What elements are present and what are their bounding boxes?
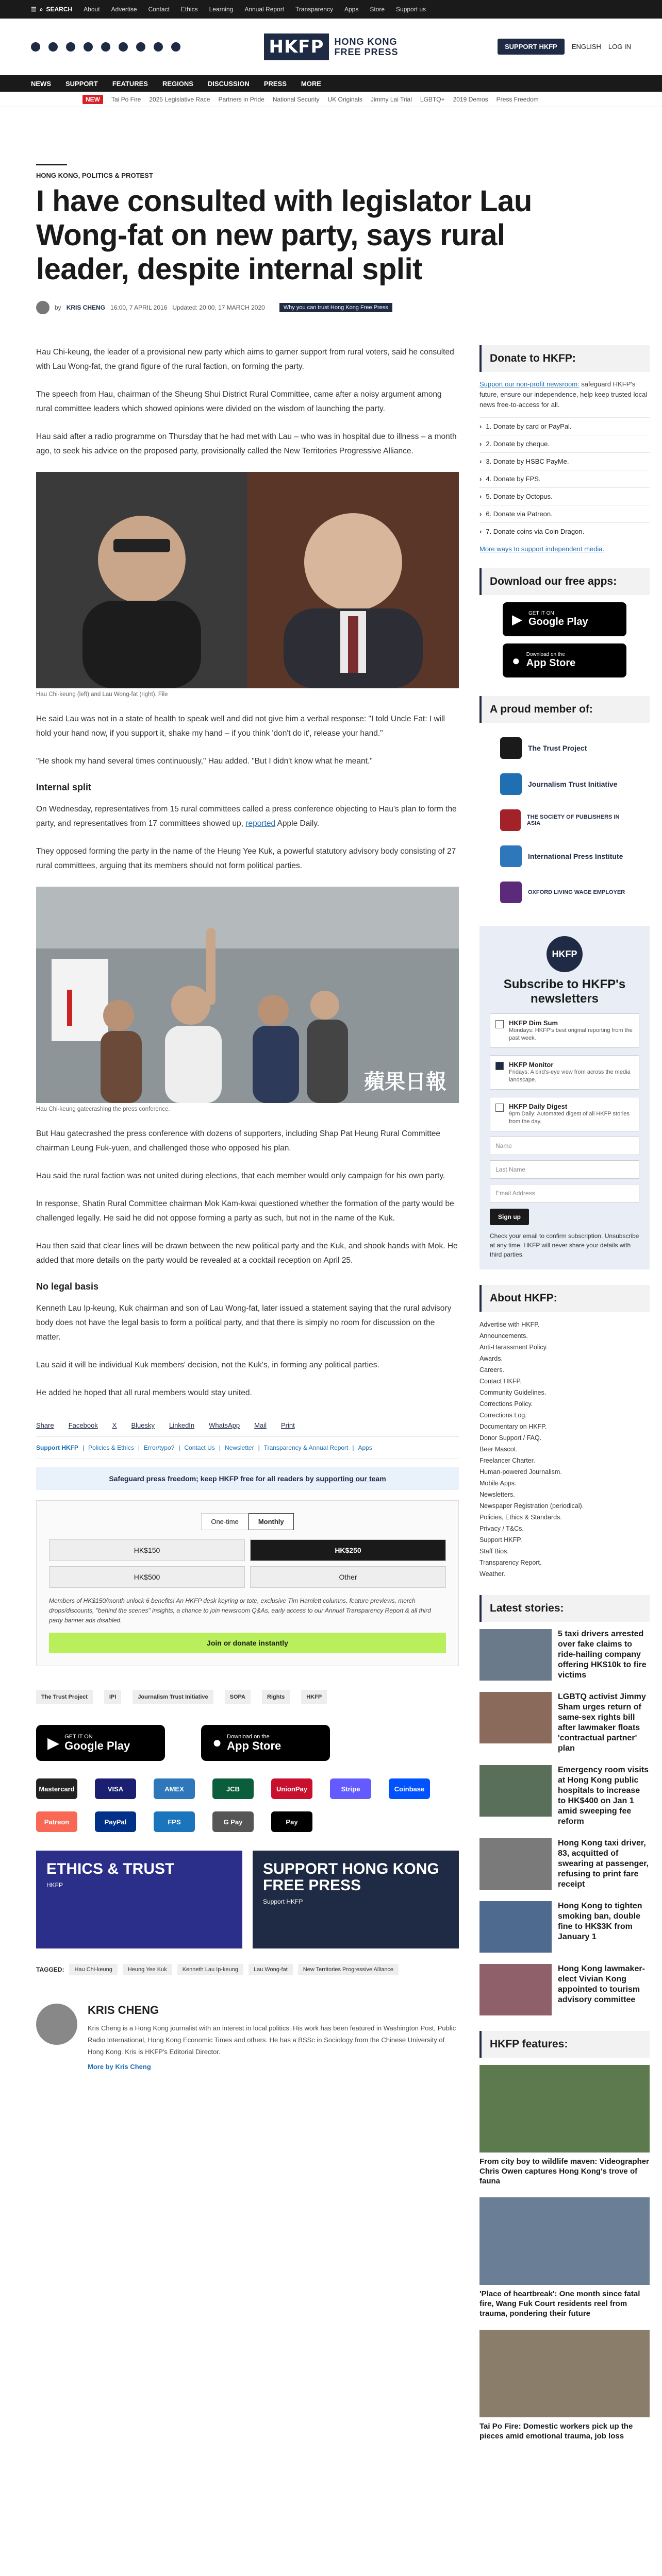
topbar-apps[interactable]: Apps	[344, 6, 359, 13]
google-play-icon: ▶	[47, 1734, 60, 1752]
rss-icon[interactable]	[171, 42, 180, 52]
tag[interactable]: New Territories Progressive Alliance	[298, 1964, 399, 1975]
share-x[interactable]: X	[112, 1421, 117, 1429]
about-link[interactable]: Human-powered Journalism.	[479, 1468, 562, 1476]
trending-link[interactable]: Tai Po Fire	[111, 95, 141, 103]
chevron-right-icon: ›	[479, 510, 482, 518]
chevron-right-icon: ›	[479, 493, 482, 500]
about-link[interactable]: Support HKFP.	[479, 1536, 522, 1544]
jti-logo[interactable]: Journalism Trust Initiative	[133, 1690, 213, 1704]
story-thumbnail	[479, 1629, 552, 1681]
about-link[interactable]: Anti-Harassment Policy.	[479, 1344, 548, 1351]
paragraph: Hau then said that clear lines will be drawn between the new political party and the Kuk, and shook hands with Mok. He added that more details on the party would be revealed at a cocktail reception on April 25.	[36, 1242, 458, 1265]
article-header	[0, 107, 662, 314]
support-promo[interactable]: SUPPORT HONG KONG FREE PRESS Support HKFP	[253, 1851, 459, 1948]
support-hkfp-button[interactable]: SUPPORT HKFP	[498, 39, 565, 55]
coinbase-icon: Coinbase	[389, 1778, 430, 1799]
menu-icon: ☰	[31, 6, 37, 13]
site-header	[0, 19, 662, 75]
youtube-icon[interactable]	[84, 42, 93, 52]
paragraph: Hau said the rural faction was not united during elections, that each member would only campaign for his own party.	[36, 1172, 445, 1180]
donate-option[interactable]: › 1. Donate by card or PayPal.	[479, 417, 650, 435]
trust-button[interactable]: Why you can trust Hong Kong Free Press	[279, 303, 392, 312]
unionpay-icon: UnionPay	[271, 1778, 312, 1799]
author-avatar	[36, 301, 49, 314]
nav-more[interactable]: MORE	[301, 79, 321, 88]
watermark-logo: 蘋果日報	[364, 1070, 446, 1094]
chevron-right-icon: ›	[479, 528, 482, 535]
login-link[interactable]: LOG IN	[608, 43, 631, 50]
chevron-right-icon: ›	[479, 475, 482, 483]
author-name[interactable]: KRIS CHENG	[88, 2004, 159, 2016]
donate-option[interactable]: › 2. Donate by cheque.	[479, 435, 650, 452]
donate-banner: Safeguard press freedom; keep HKFP free for all readers by supporting our team	[36, 1467, 459, 1490]
amount-500[interactable]: HK$500	[49, 1566, 245, 1588]
nav-regions[interactable]: REGIONS	[162, 79, 193, 88]
topbar-ethics[interactable]: Ethics	[180, 6, 198, 13]
paragraph: They opposed forming the party in the name of the Heung Yee Kuk, a powerful statutory advisory body consisting of 27 rural committees, arguing that its members should not form political parties.	[36, 847, 456, 870]
about-link[interactable]: Documentary on HKFP.	[479, 1423, 547, 1430]
paragraph: Hau said after a radio programme on Thursday that he had met with Lau – who was in hospital due to illness – a month ago, to seek his advice on the proposed party, provisionally called the New Territories Progressive Alliance.	[36, 432, 457, 455]
reported-link[interactable]: reported	[245, 819, 276, 828]
byline: by KRIS CHENG 16:00, 7 APRIL 2016 Updated: 20:00, 17 MARCH 2020 Why you can trust Hong Kong Free Press	[36, 301, 626, 314]
latest-stories	[479, 1629, 650, 2015]
sidebar-app-store-button[interactable]: ● Download on the App Store	[503, 643, 626, 677]
donate-option[interactable]: › 5. Donate by Octopus.	[479, 487, 650, 505]
share-bar	[36, 1414, 459, 1436]
photo-press-conference[interactable]	[36, 887, 459, 1103]
trending-link[interactable]: Partners in Pride	[218, 95, 264, 103]
trending-link[interactable]: UK Originals	[327, 95, 362, 103]
apple-pay-icon: Pay	[271, 1811, 312, 1832]
about-link[interactable]: Community Guidelines.	[479, 1389, 547, 1396]
checkbox[interactable]	[495, 1020, 504, 1028]
stripe-icon: Stripe	[330, 1778, 371, 1799]
newsletter-option-daily-digest[interactable]: HKFP Daily Digest 9pm Daily: Automated digest of all HKFP stories from the day.	[490, 1097, 639, 1131]
about-link[interactable]: Advertise with HKFP.	[479, 1321, 540, 1328]
share-linkedin[interactable]: LinkedIn	[169, 1421, 195, 1429]
logo-text: HONG KONG FREE PRESS	[334, 36, 399, 57]
policy-links: Support HKFP | Policies & Ethics | Error/typo? | Contact Us | Newsletter | Transparency & Annual Report | Apps	[36, 1436, 459, 1459]
trending-link[interactable]: Jimmy Lai Trial	[370, 95, 412, 103]
about-link[interactable]: Beer Mascot.	[479, 1446, 518, 1453]
kicker-divider	[36, 164, 67, 165]
tag[interactable]: Hau Chi-keung	[69, 1964, 117, 1975]
figure-press-conference	[36, 887, 459, 1112]
trending-link[interactable]: Press Freedom	[496, 95, 539, 103]
story-thumbnail	[479, 1838, 552, 1890]
amount-options	[49, 1539, 446, 1588]
ipi-icon	[500, 845, 522, 867]
about-link[interactable]: Contact HKFP.	[479, 1378, 522, 1385]
header-actions	[431, 39, 631, 55]
nav-discussion[interactable]: DISCUSSION	[207, 79, 250, 88]
story-item[interactable]: LGBTQ activist Jimmy Sham urges return of same-sex rights bill after lawmaker floats 'contractual partner' plan	[479, 1692, 650, 1754]
checkbox[interactable]	[495, 1104, 504, 1112]
figure-hau-lau	[36, 472, 459, 698]
story-item[interactable]: Emergency room visits at Hong Kong public hospitals to increase to HK$400 on Jan 1 amid sweeping fee reform	[479, 1765, 650, 1827]
about-link[interactable]: Mobile Apps.	[479, 1480, 517, 1487]
nav-press[interactable]: PRESS	[263, 79, 287, 88]
topbar-learning[interactable]: Learning	[209, 6, 234, 13]
topbar-about[interactable]: About	[84, 6, 100, 13]
topbar-store[interactable]: Store	[370, 6, 385, 13]
member-jti[interactable]: Journalism Trust Initiative	[479, 766, 650, 802]
about-heading: About HKFP:	[479, 1285, 650, 1312]
monthly-option[interactable]: Monthly	[249, 1513, 294, 1530]
facebook-icon[interactable]	[31, 42, 40, 52]
hkfp-badge-icon: HKFP	[547, 936, 583, 972]
about-link[interactable]: Donor Support / FAQ.	[479, 1434, 542, 1442]
ipi-logo[interactable]: IPI	[104, 1690, 121, 1704]
app-download-row	[36, 1725, 459, 1761]
newsletter-option-monitor[interactable]: HKFP Monitor Fridays: A bird's-eye view from across the media landscape.	[490, 1055, 639, 1090]
first-name-input[interactable]: Name	[490, 1137, 639, 1155]
site-logo[interactable]	[231, 33, 431, 60]
newsletter-title: Subscribe to HKFP's newsletters	[503, 977, 626, 1006]
living-wage-icon	[500, 882, 522, 903]
patreon-icon: Patreon	[36, 1811, 77, 1832]
author-box	[36, 1991, 459, 2071]
about-link[interactable]: Transparency Report.	[479, 1559, 542, 1566]
donate-option[interactable]: › 4. Donate by FPS.	[479, 470, 650, 487]
story-thumbnail	[479, 1692, 552, 1743]
transparency-link[interactable]: Transparency & Annual Report	[263, 1444, 349, 1451]
about-link[interactable]: Corrections Policy.	[479, 1400, 533, 1408]
amount-150[interactable]: HK$150	[49, 1539, 245, 1561]
about-link[interactable]: Newspaper Registration (periodical).	[479, 1502, 584, 1510]
member-living-wage[interactable]: OXFORD LIVING WAGE EMPLOYER	[479, 874, 650, 910]
about-link[interactable]: Staff Bios.	[479, 1548, 509, 1555]
story-item[interactable]: 5 taxi drivers arrested over fake claims to ride-hailing company offering HK$10k to fire victims	[479, 1629, 650, 1681]
feature-stories	[479, 2065, 650, 2441]
more-ways-link[interactable]: More ways to support independent media.	[479, 545, 605, 553]
about-link[interactable]: Freelancer Charter.	[479, 1457, 535, 1464]
donate-heading: Donate to HKFP:	[479, 345, 650, 372]
main-nav	[0, 75, 662, 92]
newsletter-link[interactable]: Newsletter	[224, 1444, 254, 1451]
paragraph: He added he hoped that all rural members would stay united.	[36, 1388, 252, 1397]
app-store-button[interactable]: ● Download on the App Store	[201, 1725, 330, 1761]
policies-link[interactable]: Policies & Ethics	[88, 1444, 134, 1451]
member-ipi[interactable]: International Press Institute	[479, 838, 650, 874]
paragraph: He said Lau was not in a state of health to speak well and did not give him a verbal response: "I told Uncle Fat: I will hold your hand now, if you support it, shake my hand – if you think 'don't do it', release your hand."	[36, 715, 445, 738]
content-area	[0, 345, 662, 2452]
chevron-right-icon: ›	[479, 440, 482, 448]
about-link[interactable]: Weather.	[479, 1570, 505, 1578]
feature-image	[479, 2330, 650, 2417]
topbar-transparency[interactable]: Transparency	[295, 6, 333, 13]
feature-item[interactable]: 'Place of heartbreak': One month since fatal fire, Wang Fuk Court residents reel from trauma, pondering their future	[479, 2197, 650, 2318]
features-heading: HKFP features:	[479, 2031, 650, 2058]
paragraph: Hau Chi-keung, the leader of a provisional new party which aims to garner support from rural voters, said he consulted with Lau Wong-fat, the grand figure of the rural faction, on forming the party.	[36, 348, 454, 371]
story-item[interactable]: Hong Kong taxi driver, 83, acquitted of swearing at passenger, refusing to print fare receipt	[479, 1838, 650, 1890]
newsletter-note: Check your email to confirm subscription. Unsubscribe at any time. HKFP will never share your details with third parties.	[490, 1232, 639, 1258]
chevron-right-icon: ›	[479, 422, 482, 430]
paragraph: Lau said it will be individual Kuk members' decision, not the Kuk's, in forming any political parties.	[36, 1361, 379, 1369]
tag[interactable]: Heung Yee Kuk	[123, 1964, 172, 1975]
telegram-icon[interactable]	[101, 42, 110, 52]
trending-bar	[0, 92, 662, 107]
donate-options	[479, 417, 650, 540]
social-links	[31, 42, 231, 52]
trust-project-icon	[500, 737, 522, 759]
trending-link[interactable]: National Security	[272, 95, 320, 103]
tag[interactable]: Kenneth Lau Ip-keung	[177, 1964, 243, 1975]
search-menu[interactable]: ☰ ⌕ SEARCH	[31, 5, 73, 13]
member-heading: A proud member of:	[479, 696, 650, 723]
photo-hau-and-lau[interactable]	[36, 472, 459, 688]
about-link[interactable]: Announcements.	[479, 1332, 528, 1340]
sidebar	[479, 345, 650, 2452]
apple-icon: ●	[212, 1734, 222, 1751]
payment-methods	[36, 1778, 459, 1832]
feature-image	[479, 2065, 650, 2153]
signup-button[interactable]: Sign up	[490, 1209, 529, 1225]
x-icon[interactable]	[48, 42, 58, 52]
share-bluesky[interactable]: Bluesky	[131, 1421, 155, 1429]
article-body	[36, 345, 459, 2452]
threads-icon[interactable]	[119, 42, 128, 52]
about-link[interactable]: Awards.	[479, 1355, 503, 1362]
email-input[interactable]: Email Address	[490, 1184, 639, 1202]
feature-item[interactable]: Tai Po Fire: Domestic workers pick up the pieces amid emotional trauma, job loss	[479, 2330, 650, 2441]
nav-features[interactable]: FEATURES	[112, 79, 148, 88]
member-trust-project[interactable]: The Trust Project	[479, 730, 650, 766]
support-team-link[interactable]: supporting our team	[316, 1475, 386, 1483]
story-item[interactable]: Hong Kong lawmaker-elect Vivian Kong appointed to tourism advisory committee	[479, 1964, 650, 2015]
promo-banners	[36, 1851, 459, 1948]
share-whatsapp[interactable]: WhatsApp	[209, 1421, 240, 1429]
about-link[interactable]: Newsletters.	[479, 1491, 515, 1498]
jcb-icon: JCB	[212, 1778, 254, 1799]
story-item[interactable]: Hong Kong to tighten smoking ban, double fine to HK$3K from January 1	[479, 1901, 650, 1953]
apps-link[interactable]: Apps	[358, 1444, 372, 1451]
sopa-icon	[500, 809, 521, 831]
visa-icon: VISA	[95, 1778, 136, 1799]
paragraph: On Wednesday, representatives from 15 rural committees called a press conference objecting to Hau's plan to form the party, and representatives from 17 committees showed up, reported Apple Daily.	[36, 805, 457, 828]
membership-benefits: Members of HK$150/month unlock 6 benefits! An HKFP desk keyring or tote, exclusive Tim Hamlett columns, feature previews, merch drops/discounts, "behind the scenes" insights, a chance to join newsroom Q&As, early access to our Annual Transparency Report & all third party banner ads disabled.	[49, 1597, 431, 1624]
about-link[interactable]: Policies, Ethics & Standards.	[479, 1514, 562, 1521]
last-name-input[interactable]: Last Name	[490, 1160, 639, 1179]
instagram-icon[interactable]	[66, 42, 75, 52]
about-link[interactable]: Careers.	[479, 1366, 504, 1374]
member-sopa[interactable]: THE SOCIETY OF PUBLISHERS IN ASIA	[479, 802, 650, 838]
search-icon: ⌕	[39, 5, 43, 13]
author-bio: Kris Cheng is a Hong Kong journalist with an interest in local politics. His work has been featured in Washington Post, Public Radio International, Hong Kong Economic Times and others. He has a BSSc in Sociology from the Chinese University of Hong Kong. Kris is HKFP's Editorial Director.	[88, 2024, 456, 2056]
bluesky-icon[interactable]	[154, 42, 163, 52]
story-thumbnail	[479, 1901, 552, 1953]
donate-intro: Support our non-profit newsroom: safeguard HKFP's future, ensure our independence, help keep trusted local news free-to-access for all.	[479, 380, 648, 409]
paypal-icon: PayPal	[95, 1811, 136, 1832]
portrait-illustration	[36, 472, 459, 688]
feature-image	[479, 2197, 650, 2285]
error-link[interactable]: Error/typo?	[143, 1444, 175, 1451]
subheading: No legal basis	[36, 1281, 99, 1292]
feature-item[interactable]: From city boy to wildlife maven: Videographer Chris Owen captures Hong Kong's trove of fauna	[479, 2065, 650, 2186]
topbar-contact[interactable]: Contact	[148, 6, 170, 13]
topbar-advertise[interactable]: Advertise	[111, 6, 137, 13]
newsletter-signup	[479, 926, 650, 1269]
sopa-logo[interactable]: SOPA	[225, 1690, 251, 1704]
support-newsroom-link[interactable]: Support our non-profit newsroom:	[479, 380, 580, 388]
sidebar-google-play-button[interactable]: ▶ GET IT ON Google Play	[503, 602, 626, 636]
rights-logo[interactable]: Rights	[262, 1690, 290, 1704]
google-pay-icon: G Pay	[212, 1811, 254, 1832]
linkedin-icon[interactable]	[136, 42, 145, 52]
subheading: Internal split	[36, 782, 92, 792]
author-link[interactable]: KRIS CHENG	[66, 304, 106, 311]
share-label[interactable]: Share	[36, 1421, 54, 1429]
more-by-author-link[interactable]: More by Kris Cheng	[88, 2063, 151, 2071]
share-mail[interactable]: Mail	[254, 1421, 267, 1429]
about-links	[479, 1319, 650, 1580]
paragraph: But Hau gatecrashed the press conference with dozens of supporters, including Shap Pat Heung Rural Committee chairman Leung Fuk-yuen, and challenged those who opposed his plan.	[36, 1129, 441, 1153]
about-link[interactable]: Corrections Log.	[479, 1412, 527, 1419]
updated-date: Updated: 20:00, 17 MARCH 2020	[172, 304, 265, 311]
google-play-button[interactable]: ▶ GET IT ON Google Play	[36, 1725, 165, 1761]
language-switch[interactable]: ENGLISH	[571, 43, 601, 50]
hkfp-logo[interactable]: HKFP	[301, 1690, 327, 1704]
paragraph: The speech from Hau, chairman of the Sheung Shui District Rural Committee, came after a noisy argument among rural committee leaders which showed opinions were divided on the wisdom of launching the party.	[36, 390, 442, 413]
newsletter-option-dim-sum[interactable]: HKFP Dim Sum Mondays: HKFP's best original reporting from the past week.	[490, 1013, 639, 1048]
nav-support[interactable]: SUPPORT	[65, 79, 98, 88]
figure-caption: Hau Chi-keung gatecrashing the press conference.	[36, 1106, 170, 1112]
join-donate-button[interactable]: Join or donate instantly	[49, 1633, 446, 1653]
share-print[interactable]: Print	[280, 1421, 295, 1429]
amex-icon: AMEX	[154, 1778, 195, 1799]
topbar-annual-report[interactable]: Annual Report	[244, 6, 285, 13]
trending-link[interactable]: 2019 Demos	[453, 95, 488, 103]
tag[interactable]: Lau Wong-fat	[249, 1964, 293, 1975]
article-category[interactable]: HONG KONG, POLITICS & PROTEST	[36, 172, 153, 179]
support-hkfp-link[interactable]: Support HKFP	[36, 1444, 78, 1451]
figure-caption: Hau Chi-keung (left) and Lau Wong-fat (right). File	[36, 691, 168, 698]
amount-250[interactable]: HK$250	[250, 1539, 446, 1561]
topbar-support[interactable]: Support us	[396, 6, 426, 13]
tags-label: TAGGED:	[36, 1966, 64, 1973]
chevron-right-icon: ›	[479, 457, 482, 465]
fps-icon: FPS	[154, 1811, 195, 1832]
checkbox[interactable]	[495, 1062, 504, 1070]
paragraph: "He shook my hand several times continuously," Hau added. "But I didn't know what he meant."	[36, 757, 373, 766]
story-thumbnail	[479, 1765, 552, 1817]
ethics-promo[interactable]: ETHICS & TRUST HKFP	[36, 1851, 242, 1948]
donate-option[interactable]: › 7. Donate coins via Coin Dragon.	[479, 522, 650, 540]
apple-icon: ●	[512, 652, 520, 668]
about-link[interactable]: Privacy / T&Cs.	[479, 1525, 524, 1532]
new-badge: NEW	[82, 95, 103, 104]
donate-option[interactable]: › 6. Donate via Patreon.	[479, 505, 650, 522]
story-thumbnail	[479, 1964, 552, 2015]
share-facebook[interactable]: Facebook	[68, 1421, 98, 1429]
donate-option[interactable]: › 3. Donate by HSBC PayMe.	[479, 452, 650, 470]
logo-mark: HKFP	[264, 33, 329, 60]
publish-date: 16:00, 7 APRIL 2016	[110, 304, 168, 311]
amount-other[interactable]: Other	[250, 1566, 446, 1588]
article-headline: I have consulted with legislator Lau Wong-fat on new party, says rural leader, despite internal split	[36, 184, 532, 286]
donation-widget	[36, 1500, 459, 1666]
latest-heading: Latest stories:	[479, 1595, 650, 1622]
partner-logos	[36, 1684, 459, 1710]
trending-link[interactable]: 2025 Legislative Race	[149, 95, 210, 103]
frequency-toggle	[49, 1513, 446, 1530]
article-tags	[36, 1964, 459, 1975]
jti-icon	[500, 773, 522, 795]
author-photo[interactable]	[36, 2004, 77, 2045]
apps-heading: Download our free apps:	[479, 568, 650, 595]
one-time-option[interactable]: One-time	[201, 1513, 248, 1530]
top-bar	[0, 0, 662, 19]
paragraph: Kenneth Lau Ip-keung, Kuk chairman and son of Lau Wong-fat, later issued a statement saying that the rural advisory body does not have the legal basis to form a political party, and that there is simply no room for discussion on the matter.	[36, 1304, 452, 1342]
trust-project-logo[interactable]: The Trust Project	[36, 1690, 93, 1704]
paragraph: In response, Shatin Rural Committee chairman Mok Kam-kwai questioned whether the formation of the party would be challenged legally. He said he did not oppose forming a party as such, but not in the name of the Kuk.	[36, 1199, 454, 1223]
mastercard-icon: Mastercard	[36, 1778, 77, 1799]
contact-link[interactable]: Contact Us	[184, 1444, 215, 1451]
google-play-icon: ▶	[512, 611, 522, 627]
nav-news[interactable]: NEWS	[31, 79, 51, 88]
trending-link[interactable]: LGBTQ+	[420, 95, 445, 103]
